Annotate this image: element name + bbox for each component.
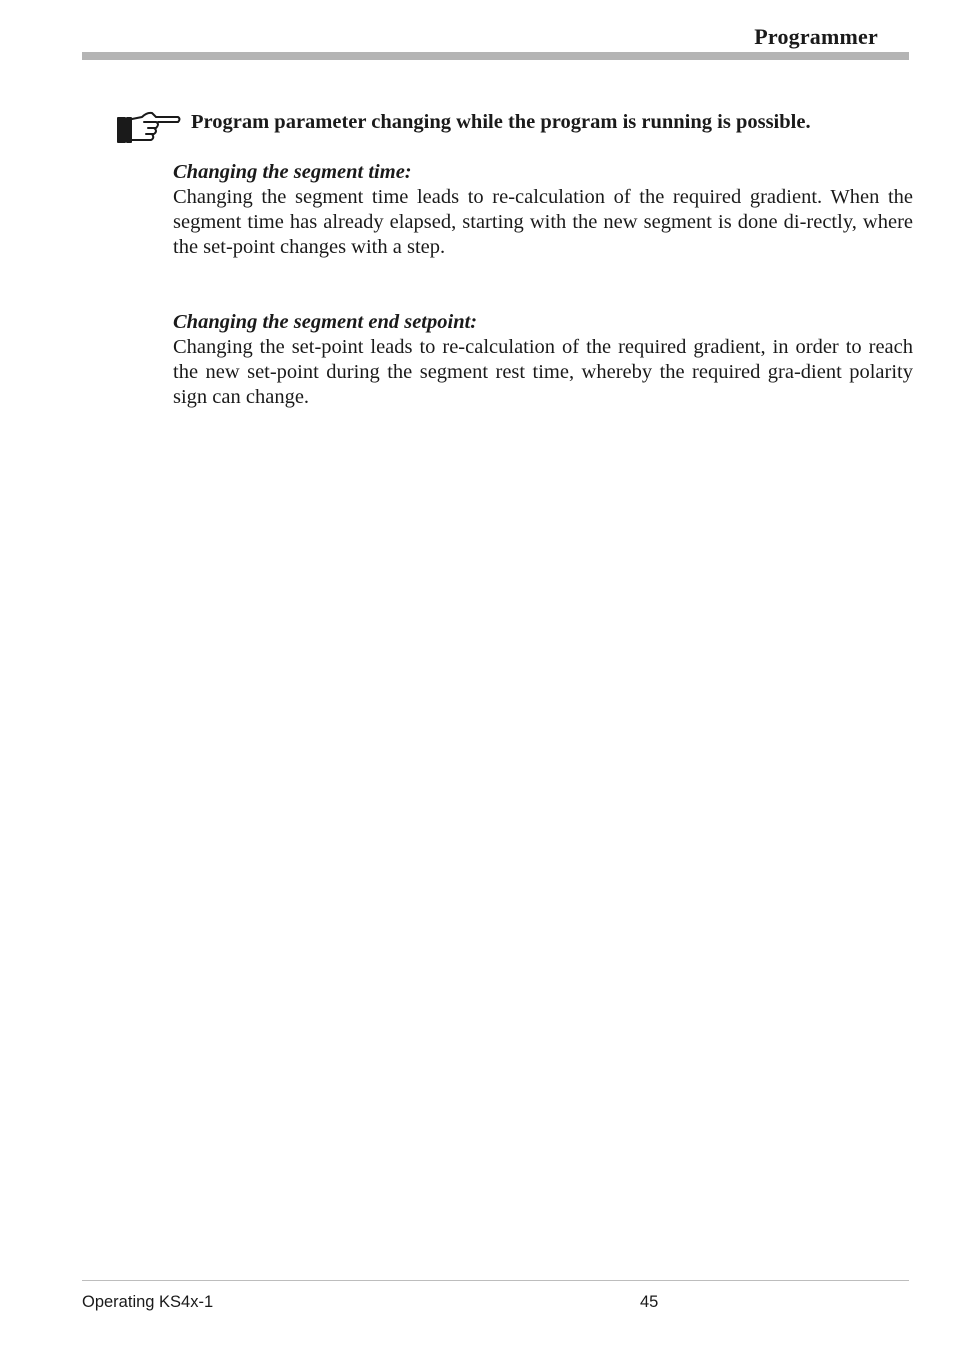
section-segment-time	[173, 160, 913, 260]
section-segment-end-setpoint	[173, 310, 913, 410]
header-rule	[82, 52, 909, 60]
section-heading: Changing the segment end setpoint:	[173, 311, 478, 333]
section-body: Changing the set-point leads to re-calculation of the required gradient, in order to reach the new set-point during the segment rest time, whereby the required gra-dient polarity sign can change.	[173, 336, 913, 408]
section-heading: Changing the segment time:	[173, 161, 412, 183]
header-title: Programmer	[754, 24, 878, 49]
footer-document-title: Operating KS4x-1	[82, 1293, 214, 1311]
page-number: 45	[640, 1293, 659, 1311]
pointing-hand-icon	[116, 108, 182, 148]
note-text: Program parameter changing while the program is running is possible.	[191, 111, 811, 133]
footer-rule	[82, 1280, 909, 1281]
section-body: Changing the segment time leads to re-calculation of the required gradient. When the segment time has already elapsed, starting with the new segment is done di-rectly, where the set-point changes with a step.	[173, 186, 913, 258]
